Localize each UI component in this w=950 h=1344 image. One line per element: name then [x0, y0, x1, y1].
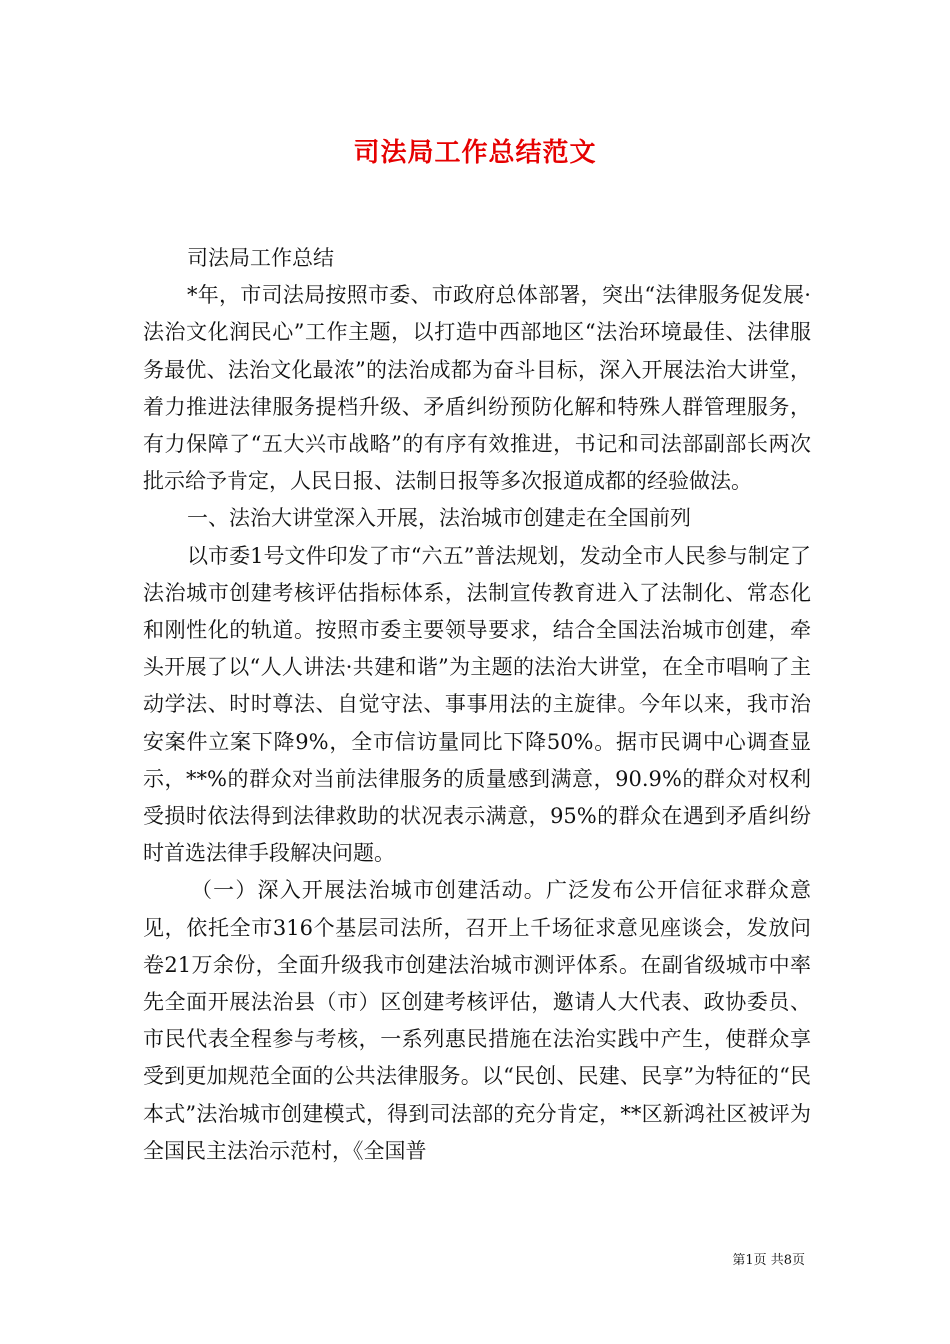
page-number: 第1页 共8页 [732, 1253, 805, 1268]
document-body [143, 240, 811, 1170]
paragraph-2: （一）深入开展法治城市创建活动。广泛发布公开信征求群众意见，依托全市316个基层司法所，召开上千场征求意见座谈会，发放问卷21万余份，全面升级我市创建法治城市测评体系。在副省级城市中率先全面开展法治县（市）区创建考核评估，邀请人大代表、政协委员、市民代表全程参与考核，一系列惠民措施在法治实践中产生，使群众享受到更加规范全面的公共法律服务。以“民创、民建、民享”为特征的“民本式”法治城市创建模式，得到司法部的充分肯定，**区新鸿社区被评为全国民主法治示范村，《全国普 [143, 878, 811, 1163]
document-title: 司法局工作总结范文 [353, 138, 597, 168]
paragraph-1: 以市委1号文件印发了市“六五”普法规划，发动全市人民参与制定了法治城市创建考核评估指标体系，法制宣传教育进入了法制化、常态化和刚性化的轨道。按照市委主要领导要求，结合全国法治城市创建，牵头开展了以“人人讲法·共建和谐”为主题的法治大讲堂，在全市唱响了主动学法、时时尊法、自觉守法、事事用法的主旋律。今年以来，我市治安案件立案下降9%，全市信访量同比下降50%。据市民调中心调查显示，**%的群众对当前法律服务的质量感到满意，90.9%的群众对权利受损时依法得到法律救助的状况表示满意，95%的群众在遇到矛盾纠纷时首选法律手段解决问题。 [143, 543, 811, 866]
section-heading-1: 一、法治大讲堂深入开展，法治城市创建走在全国前列 [187, 506, 691, 531]
paragraph-intro: *年，市司法局按照市委、市政府总体部署，突出“法律服务促发展·法治文化润民心”工作主题，以打造中西部地区“法治环境最佳、法律服务最优、法治文化最浓”的法治成都为奋斗目标，深入开展法治大讲堂，着力推进法律服务提档升级、矛盾纠纷预防化解和特殊人群管理服务，有力保障了“五大兴市战略”的有序有效推进，书记和司法部副部长两次批示给予肯定，人民日报、法制日报等多次报道成都的经验做法。 [143, 283, 811, 494]
section-heading: 司法局工作总结 [187, 246, 334, 270]
